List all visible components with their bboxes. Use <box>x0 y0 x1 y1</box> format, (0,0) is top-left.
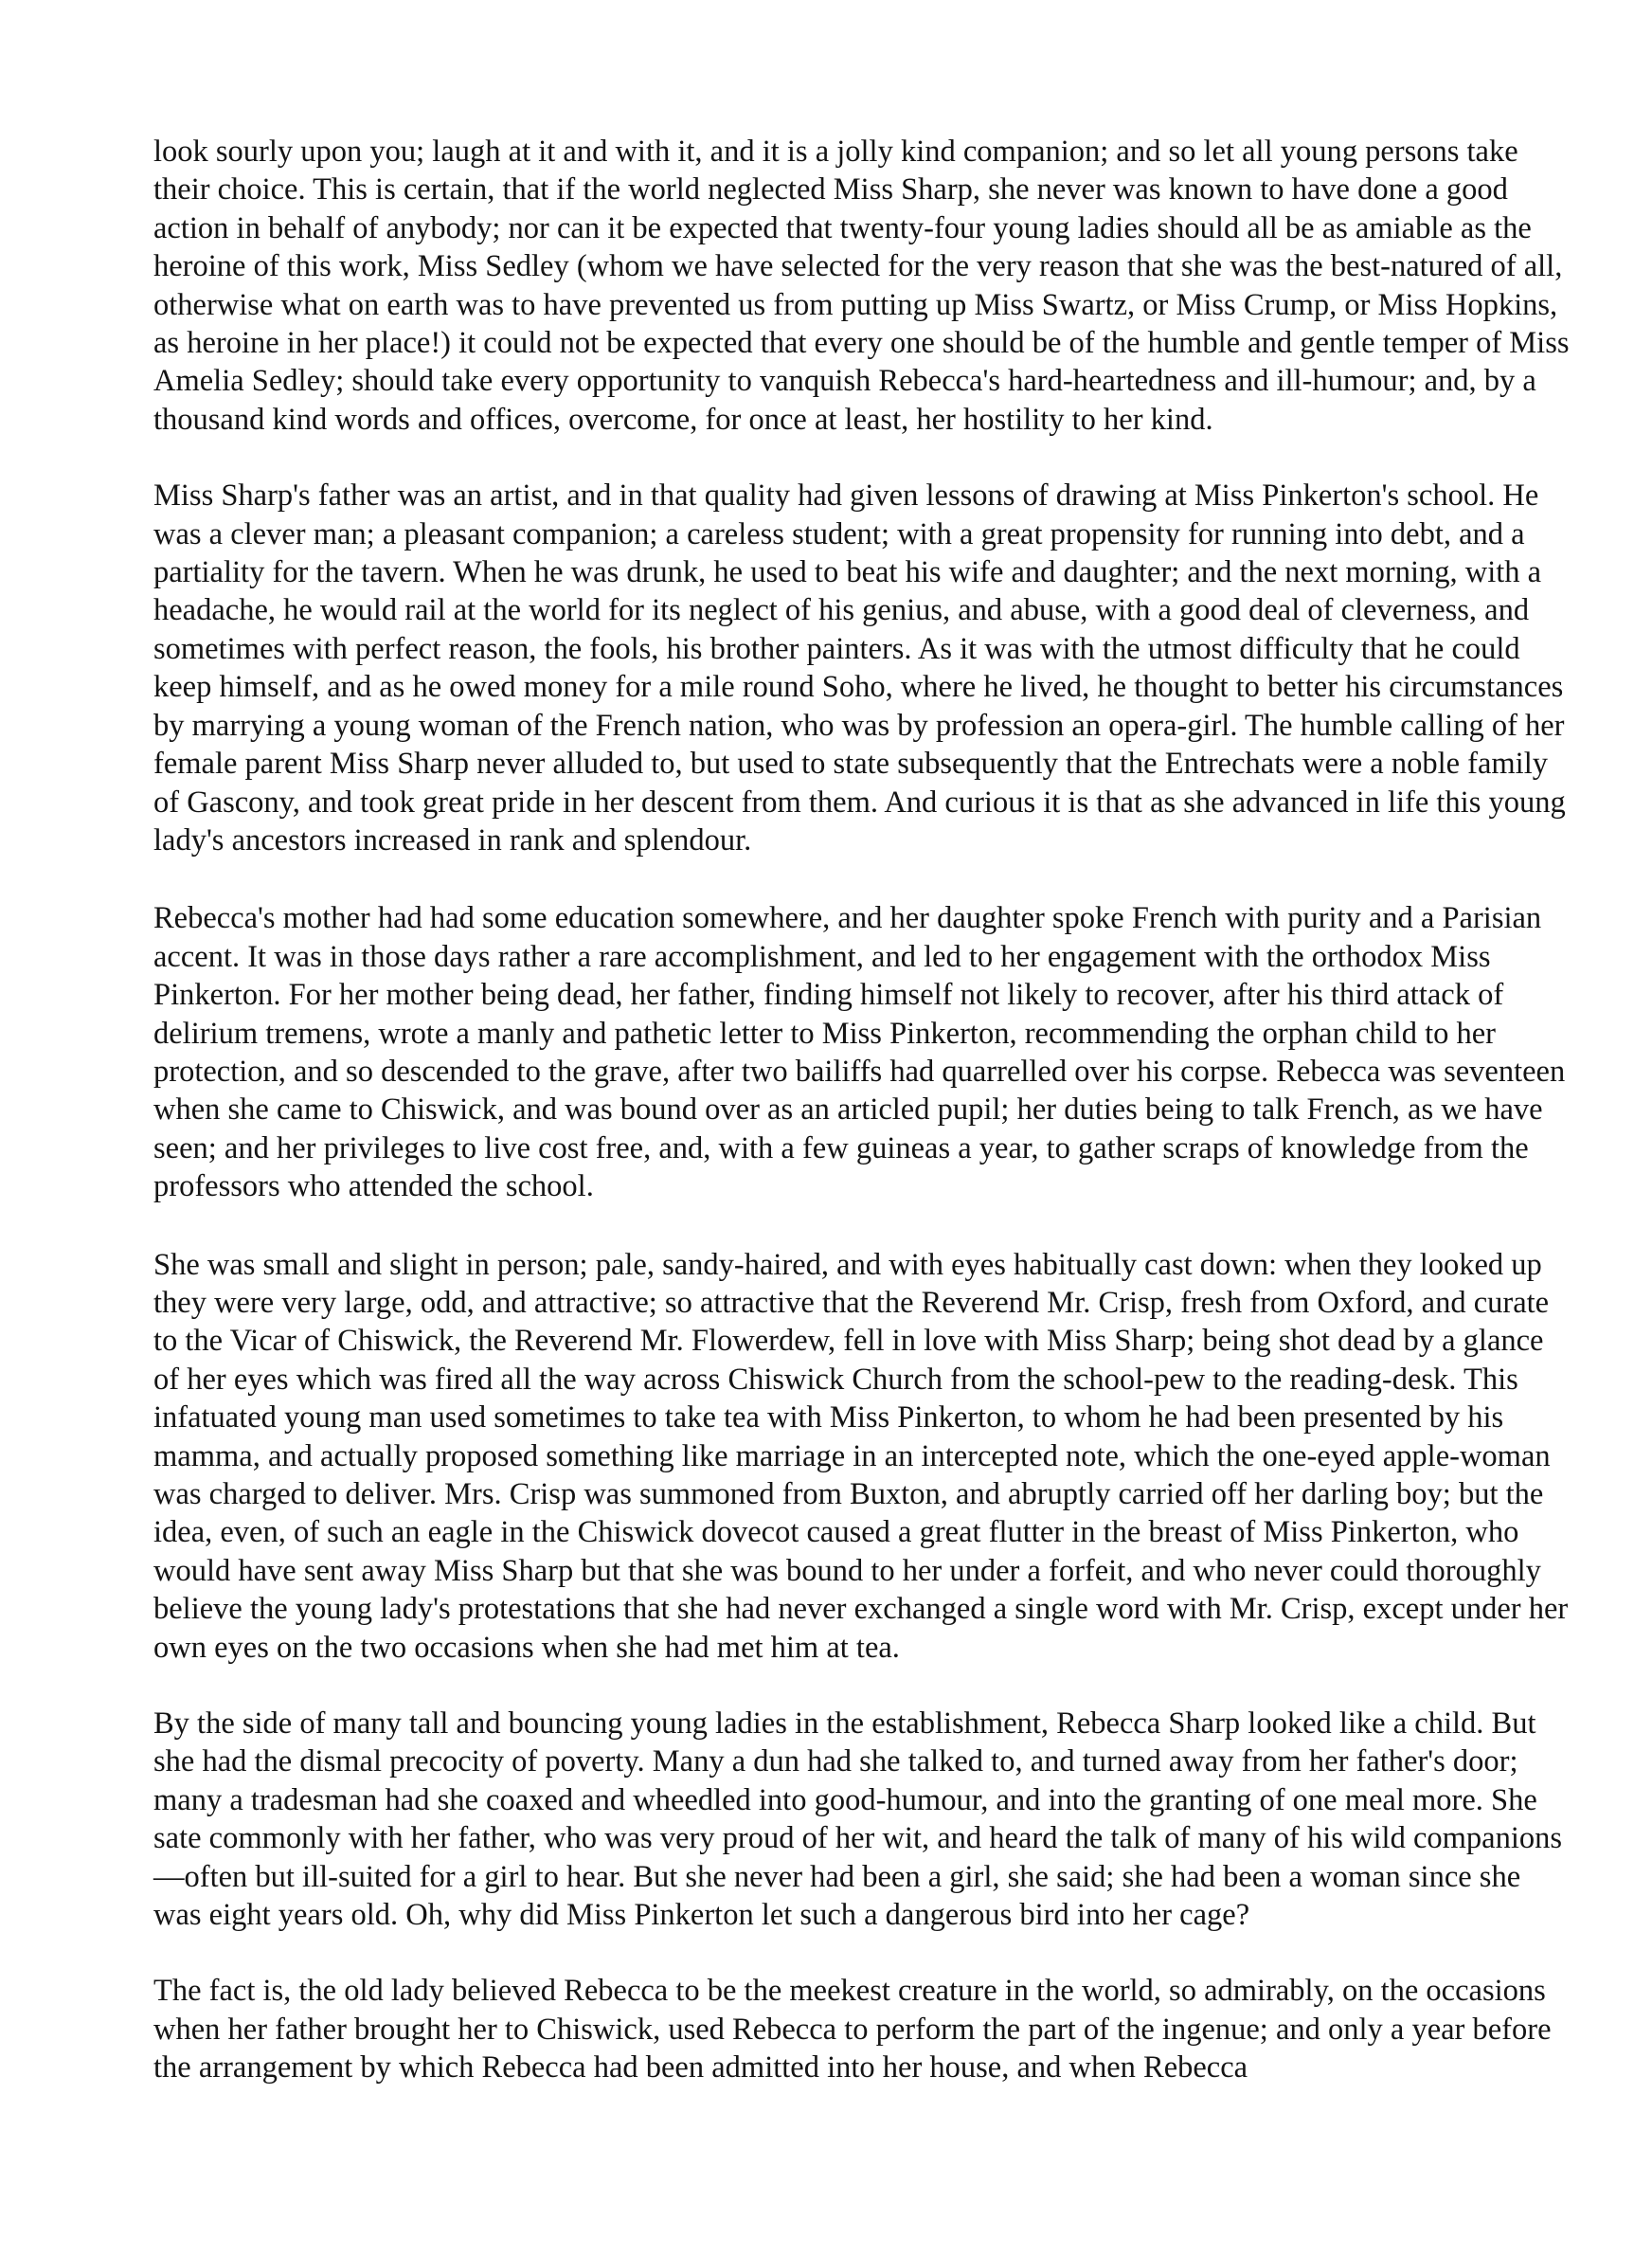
paragraph: By the side of many tall and bouncing young ladies in the establishment, Rebecca Sharp looked like a child. But she had the dismal precocity of poverty. Many a dun had she talked to, and turned away from her father's door; many a tradesman had she coaxed and wheedled into good-humour, and into the granting of one meal more. She sate commonly with her father, who was very proud of her wit, and heard the talk of many of his wild companions—often but ill-suited for a girl to hear. But she never had been a girl, she said; she had been a woman since she was eight years old. Oh, why did Miss Pinkerton let such a dangerous bird into her cage? <box>153 1706 1563 1933</box>
paragraph: look sourly upon you; laugh at it and with it, and it is a jolly kind companion; and so let all young persons take their choice. This is certain, that if the world neglected Miss Sharp, she never was known to have done a good action in behalf of anybody; nor can it be expected that twenty-four young ladies should all be as amiable as the heroine of this work, Miss Sedley (whom we have selected for the very reason that she was the best-natured of all, otherwise what on earth was to have prevented us from putting up Miss Swartz, or Miss Crump, or Miss Hopkins, as heroine in her place!) it could not be expected that every one should be of the humble and gentle temper of Miss Amelia Sedley; should take every opportunity to vanquish Rebecca's hard-heartedness and ill-humour; and, by a thousand kind words and offices, overcome, for once at least, her hostility to her kind. <box>153 135 1570 437</box>
paragraph: Miss Sharp's father was an artist, and in that quality had given lessons of drawing at Miss Pinkerton's school. He was a clever man; a pleasant companion; a careless student; with a great propensity for running into debt, and a partiality for the tavern. When he was drunk, he used to beat his wife and daughter; and the next morning, with a headache, he would rail at the world for its neglect of his genius, and abuse, with a good deal of cleverness, and sometimes with perfect reason, the fools, his brother painters. As it was with the utmost difficulty that he could keep himself, and as he owed money for a mile round Soho, where he lived, he thought to better his circumstances by marrying a young woman of the French nation, who was by profession an opera-girl. The humble calling of her female parent Miss Sharp never alluded to, but used to state subsequently that the Entrechats were a noble family of Gascony, and took great pride in her descent from them. And curious it is that as she advanced in life this young lady's ancestors increased in rank and splendour. <box>153 478 1566 858</box>
paragraph: She was small and slight in person; pale, sandy-haired, and with eyes habitually cast down: when they looked up they were very large, odd, and attractive; so attractive that the Reverend Mr. Crisp, fresh from Oxford, and curate to the Vicar of Chiswick, the Reverend Mr. Flowerdew, fell in love with Miss Sharp; being shot dead by a glance of her eyes which was fired all the way across Chiswick Church from the school-pew to the reading-desk. This infatuated young man used sometimes to take tea with Miss Pinkerton, to whom he had been presented by his mamma, and actually proposed something like marriage in an intercepted note, which the one-eyed apple-woman was charged to deliver. Mrs. Crisp was summoned from Buxton, and abruptly carried off her darling boy; but the idea, even, of such an eagle in the Chiswick dovecot caused a great flutter in the breast of Miss Pinkerton, who would have sent away Miss Sharp but that she was bound to her under a forfeit, and who never could thoroughly believe the young lady's protestations that she had never exchanged a single word with Mr. Crisp, except under her own eyes on the two occasions when she had met him at tea. <box>153 1247 1569 1665</box>
paragraph: The fact is, the old lady believed Rebecca to be the meekest creature in the world, so admirably, on the occasions when her father brought her to Chiswick, used Rebecca to perform the part of the ingenue; and only a year before the arrangement by which Rebecca had been admitted into her house, and when Rebecca <box>153 1974 1552 2085</box>
paragraph: Rebecca's mother had had some education somewhere, and her daughter spoke French with purity and a Parisian accent. It was in those days rather a rare accomplishment, and led to her engagement with the orthodox Miss Pinkerton. For her mother being dead, her father, finding himself not likely to recover, after his third attack of delirium tremens, wrote a manly and pathetic letter to Miss Pinkerton, recommending the orphan child to her protection, and so descended to the grave, after two bailiffs had quarrelled over his corpse. Rebecca was seventeen when she came to Chiswick, and was bound over as an articled pupil; her duties being to talk French, as we have seen; and her privileges to live cost free, and, with a few guineas a year, to gather scraps of knowledge from the professors who attended the school. <box>153 901 1566 1204</box>
page-body <box>153 133 1574 2087</box>
